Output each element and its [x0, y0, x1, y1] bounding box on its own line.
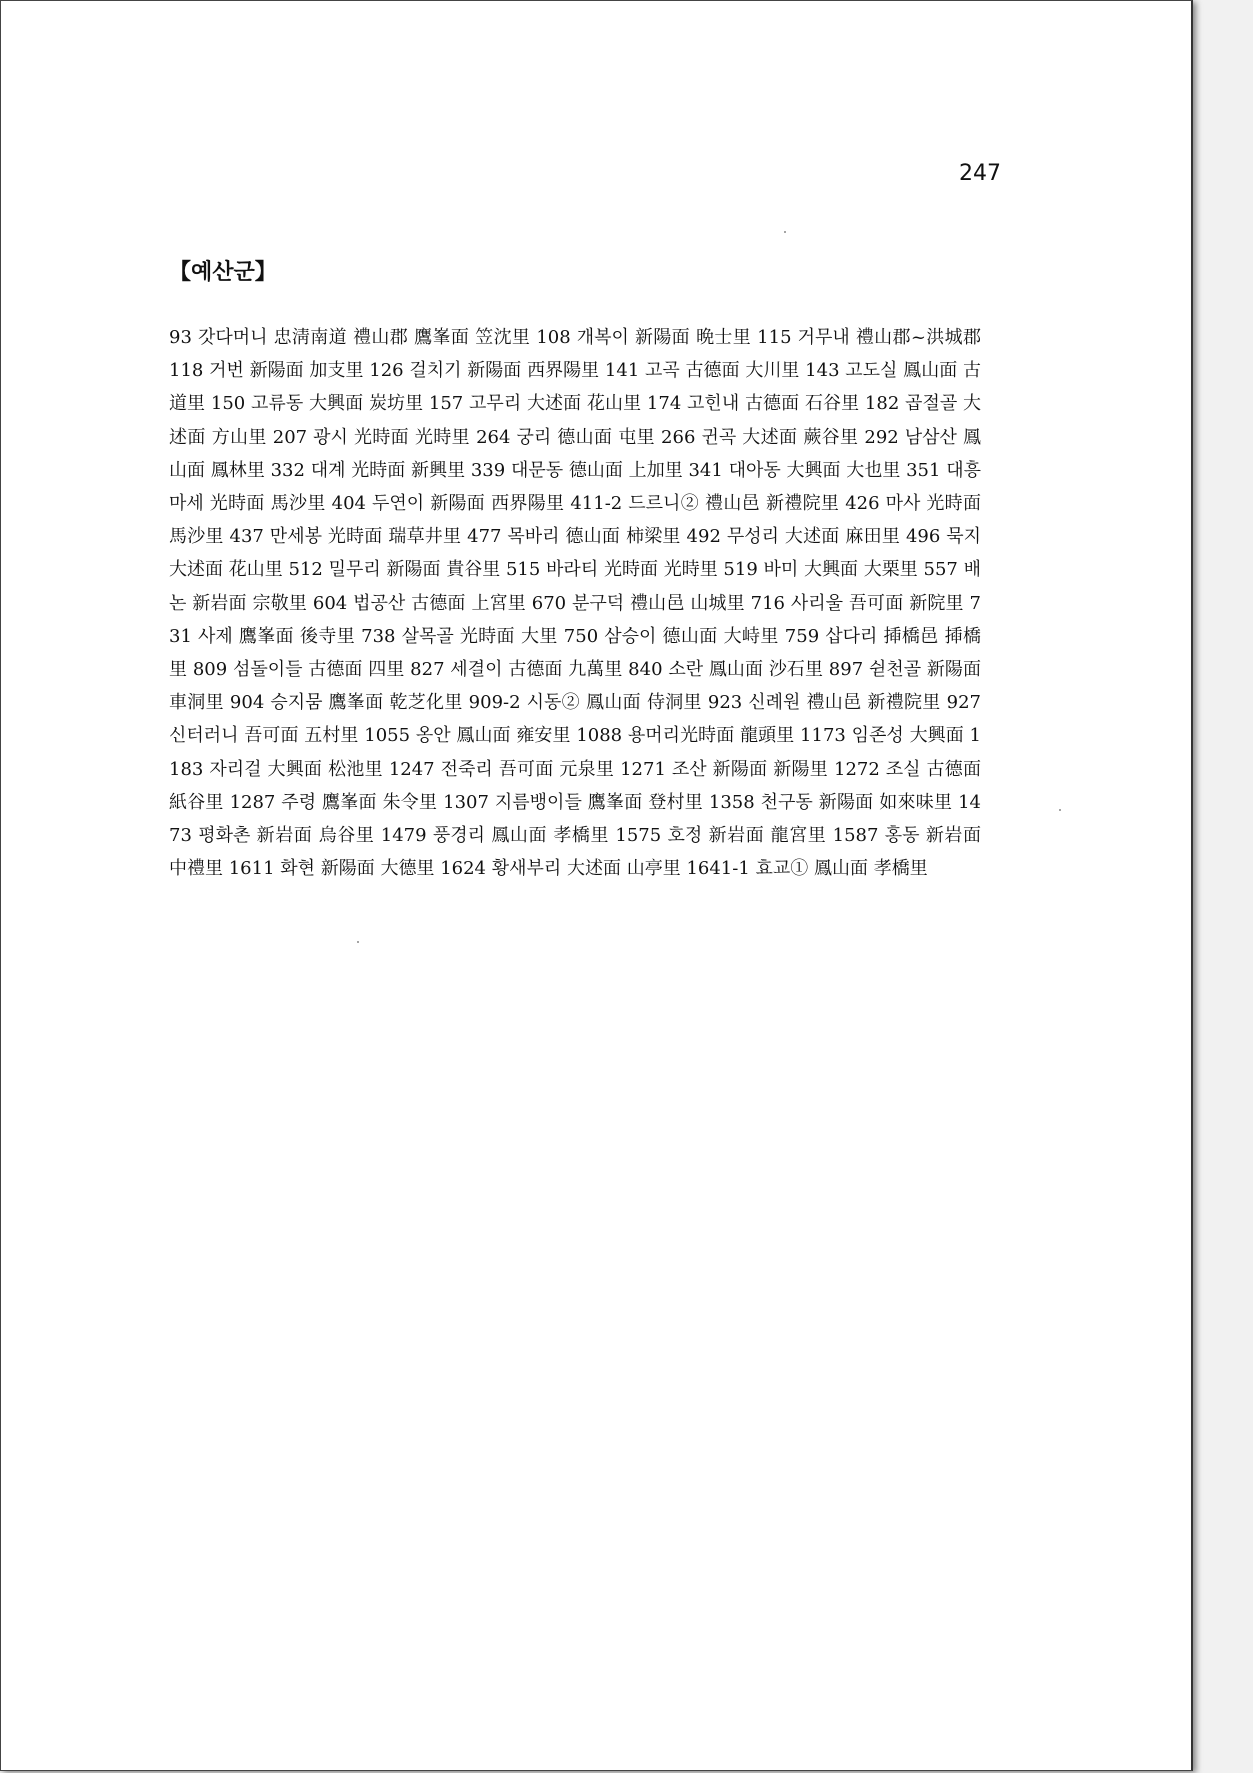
- scan-speck: [357, 941, 359, 943]
- section-title: 【예산군】: [169, 260, 277, 285]
- page-number: 247: [959, 161, 1001, 186]
- gazetteer-text: 93 갓다머니 忠淸南道 禮山郡 鷹峯面 笠沈里 108 개복이 新陽面 晩士里 115 거무내 禮山郡~洪城郡 118 거번 新陽面 加支里 126 걸치기 新陽面 西界陽里 141 고곡 古德面 大川里 143 고도실 鳳山面 古道里 150 고류동 大興面 炭坊里 157 고무리 大述面 花山里 174 고힌내 古德面 石谷里 182 곱절골 大述面 方山里 207 광시 光時面 光時里 264 궁리 德山面 屯里 266 귄곡 大述面 蕨谷里 292 남삼산 鳳山面 鳳林里 332 대계 光時面 新興里 339 대문동 德山面 上加里 341 대아동 大興面 大也里 351 대흥마세 光時面 馬沙里 404 두연이 新陽面 西界陽里 411-2 드르니② 禮山邑 新禮院里 426 마사 光時面 馬沙里 437 만세봉 光時面 瑞草井里 477 목바리 德山面 柿梁里 492 무성리 大述面 麻田里 496 묵지 大述面 花山里 512 밀무리 新陽面 貴谷里 515 바라티 光時面 光時里 519 바미 大興面 大栗里 557 배논 新岩面 宗敬里 604 법공산 古德面 上宮里 670 분구덕 禮山邑 山城里 716 사리울 吾可面 新院里 731 사제 鷹峯面 後寺里 738 살목골 光時面 大里 750 삼승이 德山面 大峙里 759 삽다리 揷橋邑 揷橋里 809 섬돌이들 古德面 四里 827 세결이 古德面 九萬里 840 소란 鳳山面 沙石里 897 쉳천골 新陽面 車洞里 904 승지뭄 鷹峯面 乾芝化里 909-2 시동② 鳳山面 侍洞里 923 신례원 禮山邑 新禮院里 927 신터러니 吾可面 五村里 1055 옹안 鳳山面 雍安里 1088 용머리光時面 龍頭里 1173 임존성 大興面 1183 자리걸 大興面 松池里 1247 전죽리 吾可面 元泉里 1271 조산 新陽面 新陽里 1272 조실 古德面 紙谷里 1287 주령 鷹峯面 朱令里 1307 지름뱅이들 鷹峯面 登村里 1358 천구동 新陽面 如來味里 1473 평화촌 新岩面 烏谷里 1479 풍경리 鳳山面 孝橋里 1575 호정 新岩面 龍宮里 1587 홍동 新岩面 中禮里 1611 화현 新陽面 大德里 1624 황새부리 大述面 山亭里 1641-1 효교① 鳳山面 孝橋里: [169, 327, 981, 880]
- scan-speck: [1059, 809, 1061, 811]
- scan-speck: [784, 231, 786, 233]
